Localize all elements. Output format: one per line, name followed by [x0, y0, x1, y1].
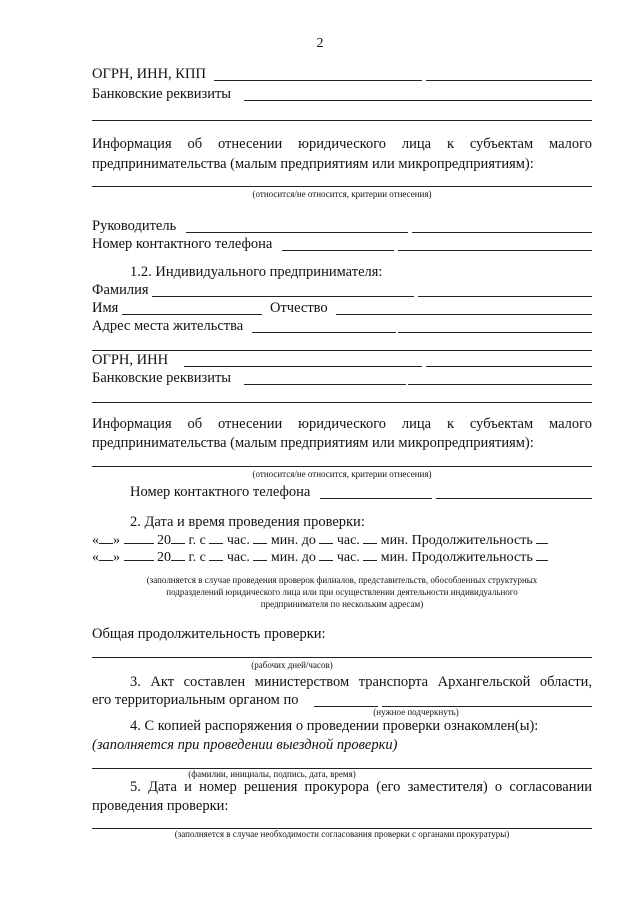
- bank-details-label-1: Банковские реквизиты: [92, 86, 232, 102]
- hour-from-blank-1[interactable]: [209, 530, 223, 544]
- duration-label-2: мин. Продолжительность: [380, 550, 533, 565]
- surname-row: [92, 280, 592, 300]
- bank-details-blank-1b[interactable]: [92, 120, 592, 121]
- copy-line2: (заполняется при проведении выездной проверки): [92, 737, 398, 753]
- head-label: Руководитель: [92, 218, 177, 234]
- copy-line1: 4. С копией распоряжения о проведении проверки ознакомлен(ы):: [130, 718, 539, 734]
- year-prefix-2: 20: [157, 550, 171, 565]
- section-2-title: 2. Дата и время проведения проверки:: [130, 514, 365, 530]
- hour-to-blank-2[interactable]: [319, 547, 333, 561]
- info-legal-1-line2: предпринимательства (малым предприятиям или микропредприятиям):: [92, 156, 534, 172]
- info-hint-1: (относится/не относится, критерии отнесения): [252, 189, 432, 199]
- phone-blank-2a[interactable]: [320, 498, 432, 499]
- total-duration-label: Общая продолжительность проверки:: [92, 626, 326, 642]
- mins-to-label-2: мин. до: [270, 550, 316, 565]
- bank-details-blank-2c[interactable]: [92, 402, 592, 403]
- address-label: Адрес места жительства: [92, 318, 244, 334]
- ogrn-inn-kpp-blank-b[interactable]: [426, 80, 592, 81]
- bank-details-row-2: [92, 368, 592, 388]
- quote-open-2: «: [92, 550, 99, 565]
- head-row: [92, 216, 592, 236]
- phone-blank-1b[interactable]: [398, 250, 592, 251]
- year-prefix-1: 20: [157, 533, 171, 548]
- day-blank-1[interactable]: [99, 530, 113, 544]
- address-blank-b[interactable]: [398, 332, 592, 333]
- quote-open-1: «: [92, 533, 99, 548]
- bank-details-row-1: [92, 84, 592, 104]
- total-duration-hint: (рабочих дней/часов): [251, 660, 333, 670]
- ogrn-inn-kpp-blank-a[interactable]: [214, 80, 422, 81]
- datetime-hint-line3: предпринимателя по нескольким адресам): [260, 599, 424, 609]
- address-blank-a[interactable]: [252, 332, 396, 333]
- act-line2-label: его территориальным органом по: [92, 692, 299, 708]
- prosecutor-hint: (заполняется в случае необходимости согласования проверки с органами прокуратуры): [174, 829, 510, 839]
- min-to-blank-2[interactable]: [363, 547, 377, 561]
- datetime-hint-line2: подразделений юридического лица или при осуществлении деятельности индивидуального: [166, 587, 518, 597]
- prosecutor-line2: проведения проверки:: [92, 798, 229, 814]
- hours-label-2: час.: [226, 550, 250, 565]
- surname-blank-a[interactable]: [152, 296, 414, 297]
- ogrn-inn-label: ОГРН, ИНН: [92, 352, 169, 368]
- phone-row-2: [130, 482, 592, 502]
- page-number: 2: [316, 36, 324, 51]
- ogrn-inn-kpp-row: [92, 64, 592, 84]
- duration-label-1: мин. Продолжительность: [380, 533, 533, 548]
- info-legal-2-line2: предпринимательства (малым предприятиям или микропредприятиям):: [92, 435, 534, 451]
- duration-blank-1[interactable]: [536, 530, 548, 544]
- ogrn-inn-row: [92, 350, 592, 370]
- act-hint: (нужное подчеркнуть): [373, 707, 459, 717]
- min-from-blank-2[interactable]: [253, 547, 267, 561]
- surname-blank-b[interactable]: [418, 296, 592, 297]
- ogrn-inn-blank-a[interactable]: [184, 366, 422, 367]
- name-blank[interactable]: [122, 314, 262, 315]
- quote-close-1: »: [113, 533, 120, 548]
- info-legal-2-blank[interactable]: [92, 466, 592, 467]
- info-legal-2-line1: Информация об отнесении юридического лица к субъектам малого: [92, 416, 592, 432]
- hour-from-blank-2[interactable]: [209, 547, 223, 561]
- section-1-2-title: 1.2. Индивидуального предпринимателя:: [130, 264, 383, 280]
- phone-row-1: [92, 234, 592, 254]
- bank-details-blank-2b[interactable]: [408, 384, 592, 385]
- hour-to-blank-1[interactable]: [319, 530, 333, 544]
- phone-blank-1a[interactable]: [282, 250, 394, 251]
- info-hint-2: (относится/не относится, критерии отнесения): [252, 469, 432, 479]
- min-to-blank-1[interactable]: [363, 530, 377, 544]
- hours2-label-2: час.: [336, 550, 360, 565]
- bank-details-continuation-1: [92, 104, 592, 124]
- hours2-label-1: час.: [336, 533, 360, 548]
- mins-to-label-1: мин. до: [270, 533, 316, 548]
- month-blank-1[interactable]: [124, 530, 154, 544]
- phone-label-2: Номер контактного телефона: [130, 484, 311, 500]
- year-blank-2[interactable]: [171, 547, 185, 561]
- info-legal-1-line1: Информация об отнесении юридического лица к субъектам малого: [92, 136, 592, 152]
- year-blank-1[interactable]: [171, 530, 185, 544]
- quote-close-2: »: [113, 550, 120, 565]
- duration-blank-2[interactable]: [536, 547, 548, 561]
- copy-hint: (фамилии, инициалы, подпись, дата, время): [188, 769, 356, 779]
- patronymic-blank[interactable]: [336, 314, 592, 315]
- year-suffix-2: г. с: [188, 550, 206, 565]
- head-blank-b[interactable]: [412, 232, 592, 233]
- bank-details-blank-2a[interactable]: [244, 384, 406, 385]
- total-duration-blank[interactable]: [92, 657, 592, 658]
- hours-label-1: час.: [226, 533, 250, 548]
- datetime-row-2: [92, 547, 592, 567]
- name-label: Имя: [92, 300, 119, 316]
- year-suffix-1: г. с: [188, 533, 206, 548]
- head-blank-a[interactable]: [186, 232, 408, 233]
- surname-label: Фамилия: [92, 282, 149, 298]
- bank-details-blank-1[interactable]: [244, 100, 592, 101]
- bank-details-continuation-2: [92, 386, 592, 406]
- datetime-hint-line1: (заполняется в случае проведения проверок филиалов, представительств, обособленных структурных: [146, 575, 538, 585]
- ogrn-inn-blank-b[interactable]: [426, 366, 592, 367]
- info-legal-2-blank-row: [92, 450, 592, 470]
- bank-details-label-2: Банковские реквизиты: [92, 370, 232, 386]
- day-blank-2[interactable]: [99, 547, 113, 561]
- info-legal-1-blank-row: [92, 170, 592, 190]
- act-line1: 3. Акт составлен министерством транспорта Архангельской области,: [130, 674, 592, 690]
- phone-label-1: Номер контактного телефона: [92, 236, 273, 252]
- phone-blank-2b[interactable]: [436, 498, 592, 499]
- patronymic-label: Отчество: [270, 300, 328, 316]
- min-from-blank-1[interactable]: [253, 530, 267, 544]
- month-blank-2[interactable]: [124, 547, 154, 561]
- total-duration-blank-row: [92, 641, 592, 661]
- ogrn-inn-kpp-label: ОГРН, ИНН, КПП: [92, 66, 206, 82]
- info-legal-1-blank[interactable]: [92, 186, 592, 187]
- prosecutor-line1: 5. Дата и номер решения прокурора (его заместителя) о согласовании: [130, 779, 592, 795]
- name-row: [92, 298, 592, 318]
- address-row: [92, 316, 592, 336]
